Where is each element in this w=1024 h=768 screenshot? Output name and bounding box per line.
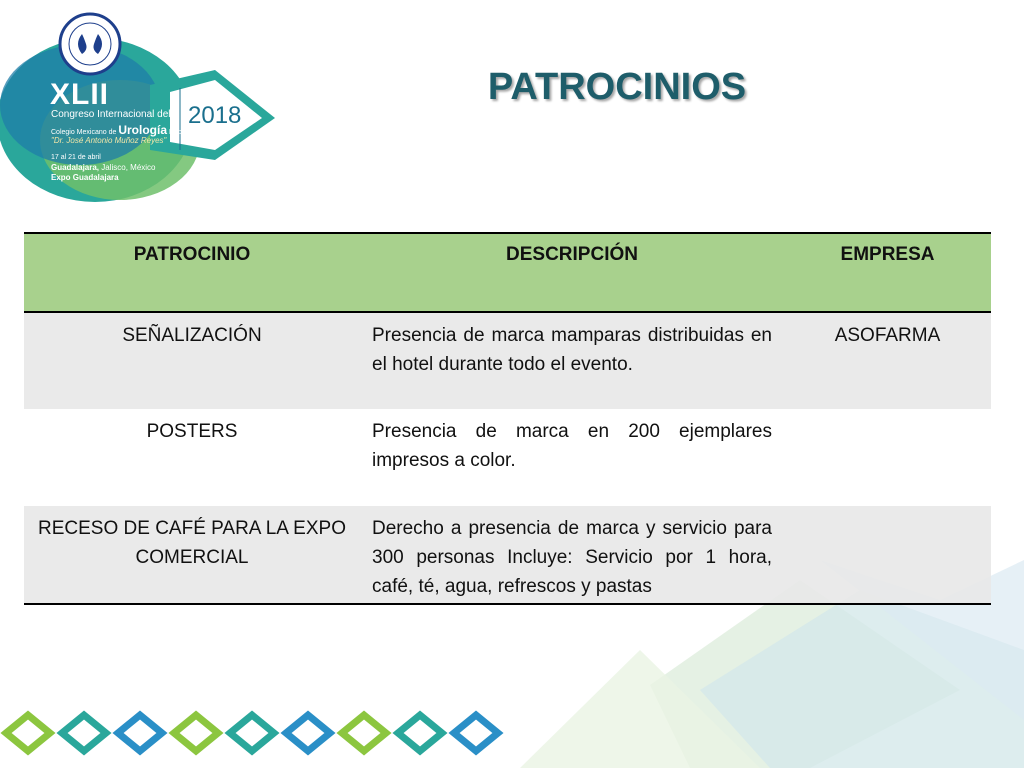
logo-colegio-main: Urología bbox=[118, 123, 167, 137]
header-patrocinio: PATROCINIO bbox=[24, 233, 360, 312]
cell-empresa bbox=[784, 506, 991, 604]
logo-dedication: "Dr. José Antonio Muñoz Reyes" bbox=[51, 136, 167, 145]
cell-empresa bbox=[784, 409, 991, 506]
diamond-chain bbox=[6, 715, 498, 751]
header-empresa: EMPRESA bbox=[784, 233, 991, 312]
logo-colegio-suffix: Nacional bbox=[168, 129, 197, 136]
logo-congress-label: Congreso Internacional del bbox=[51, 109, 171, 120]
logo-region: Jalisco, México bbox=[101, 163, 156, 172]
logo-location bbox=[51, 164, 156, 172]
table-row bbox=[24, 312, 991, 409]
cell-patrocinio: RECESO DE CAFÉ PARA LA EXPO COMERCIAL bbox=[24, 506, 360, 604]
logo-dates: 17 al 21 de abril bbox=[51, 154, 101, 161]
table-row bbox=[24, 409, 991, 506]
table-header-row bbox=[24, 233, 991, 312]
cell-descripcion: Derecho a presencia de marca y servicio para 300 personas Incluye: Servicio por 1 hora, café, té, agua, refrescos y pastas bbox=[360, 506, 784, 604]
logo-edition: XLII bbox=[50, 78, 110, 111]
cell-patrocinio: SEÑALIZACIÓN bbox=[122, 325, 262, 346]
logo-venue: Expo Guadalajara bbox=[51, 173, 119, 182]
cell-descripcion: Presencia de marca mamparas distribuidas en el hotel durante todo el evento. bbox=[372, 325, 772, 375]
logo-year: 2018 bbox=[188, 102, 242, 129]
logo-city: Guadalajara, bbox=[51, 163, 100, 172]
sponsorship-table bbox=[24, 232, 991, 605]
congress-logo bbox=[0, 0, 300, 210]
logo-colegio-label bbox=[51, 124, 196, 136]
cell-descripcion: Presencia de marca en 200 ejemplares impresos a color. bbox=[372, 421, 772, 471]
page-title: PATROCINIOS bbox=[487, 66, 747, 108]
table-row bbox=[24, 506, 991, 604]
logo-shapes bbox=[0, 0, 300, 210]
cell-patrocinio: POSTERS bbox=[146, 421, 238, 442]
cell-empresa: ASOFARMA bbox=[834, 325, 941, 346]
logo-colegio-prefix: Colegio Mexicano de bbox=[51, 129, 117, 136]
header-descripcion: DESCRIPCIÓN bbox=[360, 233, 784, 312]
